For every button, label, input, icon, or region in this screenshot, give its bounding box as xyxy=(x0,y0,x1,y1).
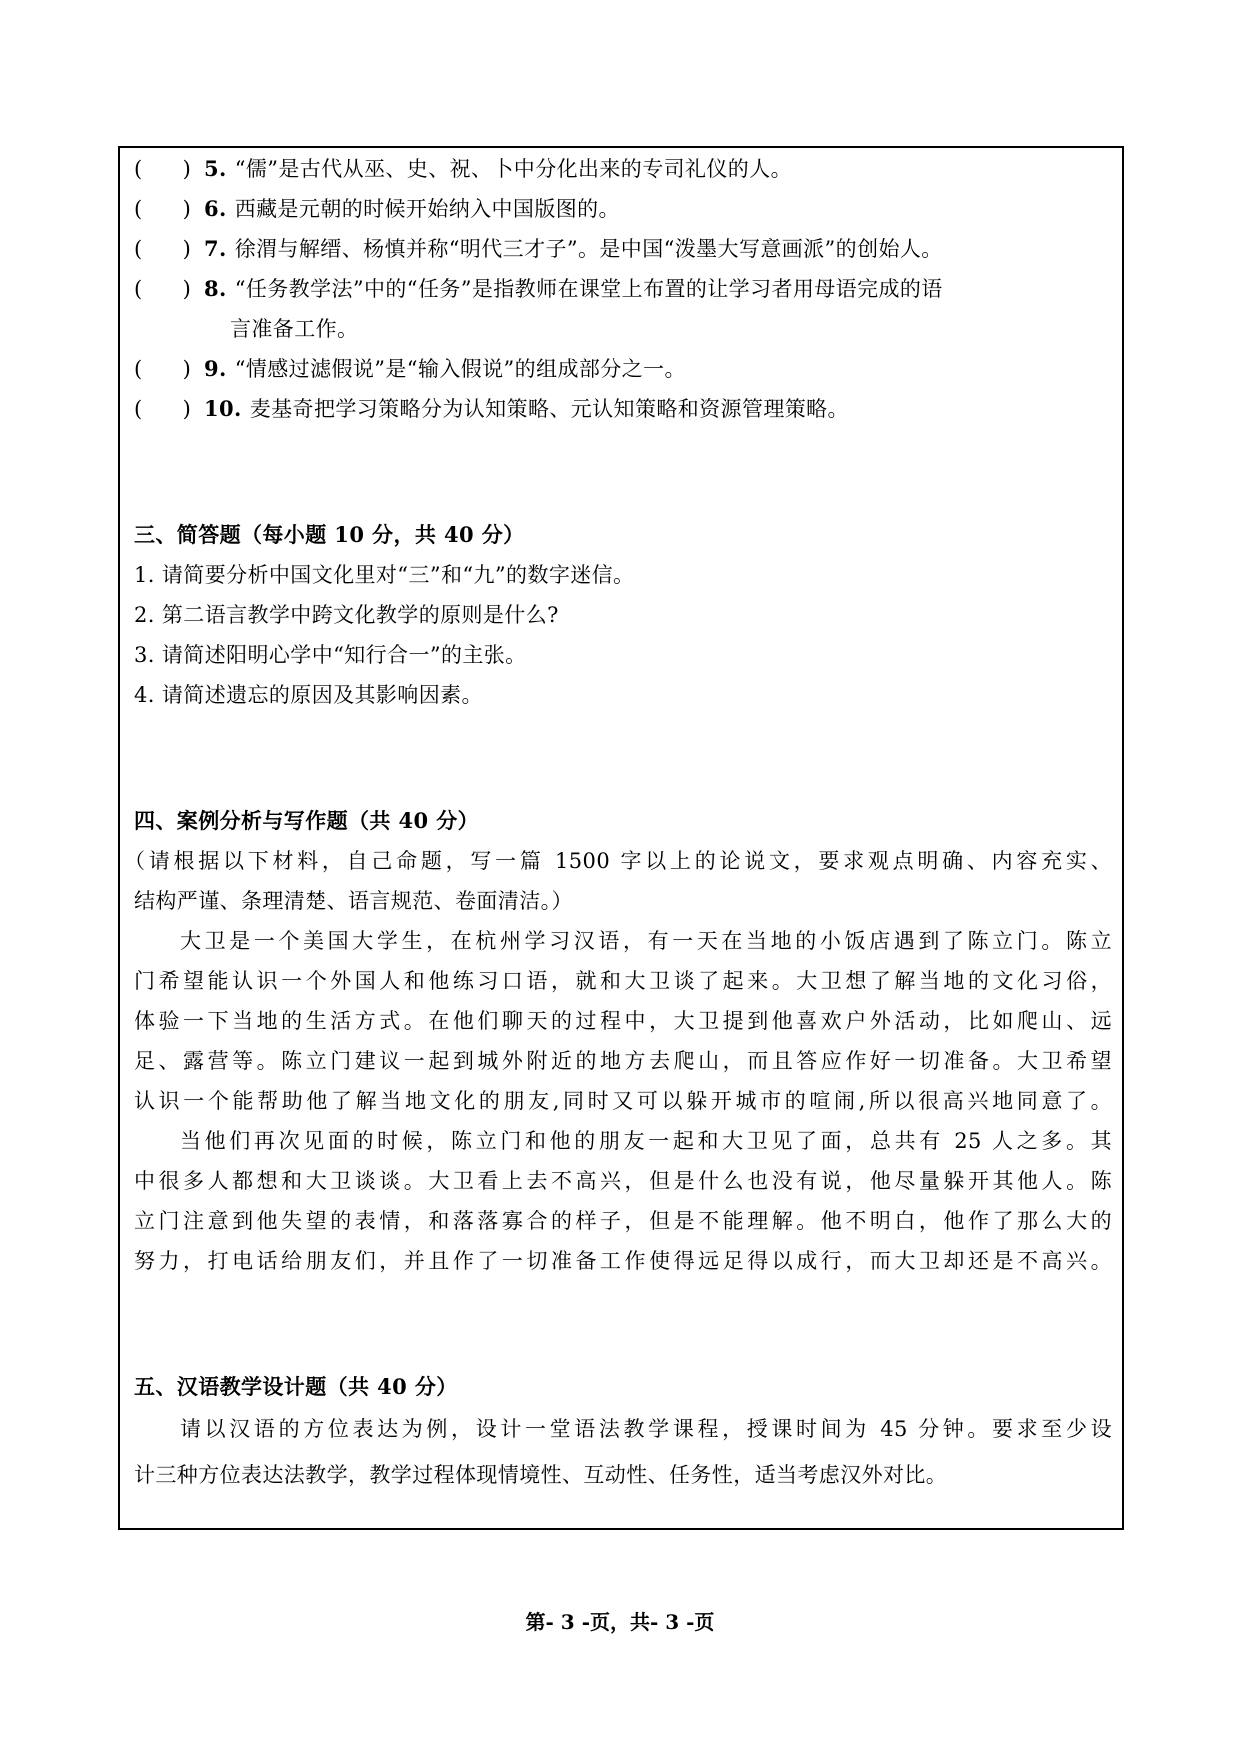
tf-item-text: 徐渭与解缙、杨慎并称“明代三才子”。是中国“泼墨大写意画派”的创始人。 xyxy=(234,237,943,261)
tf-item-number: 8. xyxy=(204,276,227,301)
section4-para1-line-3: 体验一下当地的生活方式。在他们聊天的过程中，大卫提到他喜欢户外活动，比如爬山、远 xyxy=(134,1009,1112,1033)
tf-item-6 xyxy=(134,196,1112,222)
tf-item-text: “情感过滤假说”是“输入假说”的组成部分之一。 xyxy=(234,357,686,381)
section4-heading: 四、案例分析与写作题（共 40 分） xyxy=(134,808,480,833)
tf-item-text: “儒”是古代从巫、史、祝、卜中分化出来的专司礼仪的人。 xyxy=(234,157,793,181)
tf-item-text: “任务教学法”中的“任务”是指教师在课堂上布置的让学习者用母语完成的语 xyxy=(234,277,943,301)
tf-item-8 xyxy=(134,276,1112,302)
exam-content-frame xyxy=(118,146,1124,1530)
tf-item-8-continuation: 言准备工作。 xyxy=(230,317,359,341)
tf-item-number: 10. xyxy=(204,396,242,421)
answer-blank: ( ) xyxy=(134,277,192,301)
section4-instruction-line-1: （请根据以下材料，自己命题，写一篇 1500 字以上的论说文，要求观点明确、内容充实、 xyxy=(124,849,1112,873)
section3-question-3: 3. 请简述阳明心学中“知行合一”的主张。 xyxy=(134,643,527,667)
tf-item-number: 5. xyxy=(204,156,227,181)
tf-item-7 xyxy=(134,236,1112,262)
section4-para1-line-4: 足、露营等。陈立门建议一起到城外附近的地方去爬山，而且答应作好一切准备。大卫希望 xyxy=(134,1049,1112,1073)
answer-blank: ( ) xyxy=(134,157,192,181)
tf-item-text: 西藏是元朝的时候开始纳入中国版图的。 xyxy=(234,197,620,221)
section4-instruction-line-2: 结构严谨、条理清楚、语言规范、卷面清洁。） xyxy=(134,889,573,913)
tf-item-number: 6. xyxy=(204,196,227,221)
section3-heading: 三、简答题（每小题 10 分，共 40 分） xyxy=(134,522,525,547)
section5-heading: 五、汉语教学设计题（共 40 分） xyxy=(134,1374,458,1399)
section5-para-line-2: 计三种方位表达法教学，教学过程体现情境性、互动性、任务性，适当考虑汉外对比。 xyxy=(134,1463,948,1487)
answer-blank: ( ) xyxy=(134,357,192,381)
answer-blank: ( ) xyxy=(134,237,192,261)
section4-para2-line-1: 当他们再次见面的时候，陈立门和他的朋友一起和大卫见了面，总共有 25 人之多。其 xyxy=(180,1129,1112,1153)
tf-item-number: 9. xyxy=(204,356,227,381)
answer-blank: ( ) xyxy=(134,197,192,221)
tf-item-text: 麦基奇把学习策略分为认知策略、元认知策略和资源管理策略。 xyxy=(249,397,849,421)
page-number-footer: 第- 3 -页，共- 3 -页 xyxy=(525,1610,715,1634)
section4-para1-line-1: 大卫是一个美国大学生，在杭州学习汉语，有一天在当地的小饭店遇到了陈立门。陈立 xyxy=(180,929,1112,953)
section4-para2-line-2: 中很多人都想和大卫谈谈。大卫看上去不高兴，但是什么也没有说，他尽量躲开其他人。陈 xyxy=(134,1169,1112,1193)
answer-blank: ( ) xyxy=(134,397,192,421)
tf-item-10 xyxy=(134,396,1112,422)
section4-para2-line-4: 努力，打电话给朋友们，并且作了一切准备工作使得远足得以成行，而大卫却还是不高兴。 xyxy=(134,1249,1112,1273)
section3-question-4: 4. 请简述遗忘的原因及其影响因素。 xyxy=(134,683,483,707)
section5-para-line-1: 请以汉语的方位表达为例，设计一堂语法教学课程，授课时间为 45 分钟。要求至少设 xyxy=(180,1417,1112,1441)
tf-item-number: 7. xyxy=(204,236,227,261)
tf-item-9 xyxy=(134,356,1112,382)
section4-para2-line-3: 立门注意到他失望的表情，和落落寡合的样子，但是不能理解。他不明白，他作了那么大的 xyxy=(134,1209,1112,1233)
section3-question-1: 1. 请简要分析中国文化里对“三”和“九”的数字迷信。 xyxy=(134,563,635,587)
section4-para1-line-5: 认识一个能帮助他了解当地文化的朋友,同时又可以躲开城市的喧闹,所以很高兴地同意了。 xyxy=(134,1089,1112,1113)
section4-para1-line-2: 门希望能认识一个外国人和他练习口语，就和大卫谈了起来。大卫想了解当地的文化习俗， xyxy=(134,969,1112,993)
section3-question-2: 2. 第二语言教学中跨文化教学的原则是什么? xyxy=(134,603,559,627)
tf-item-5 xyxy=(134,156,1112,182)
